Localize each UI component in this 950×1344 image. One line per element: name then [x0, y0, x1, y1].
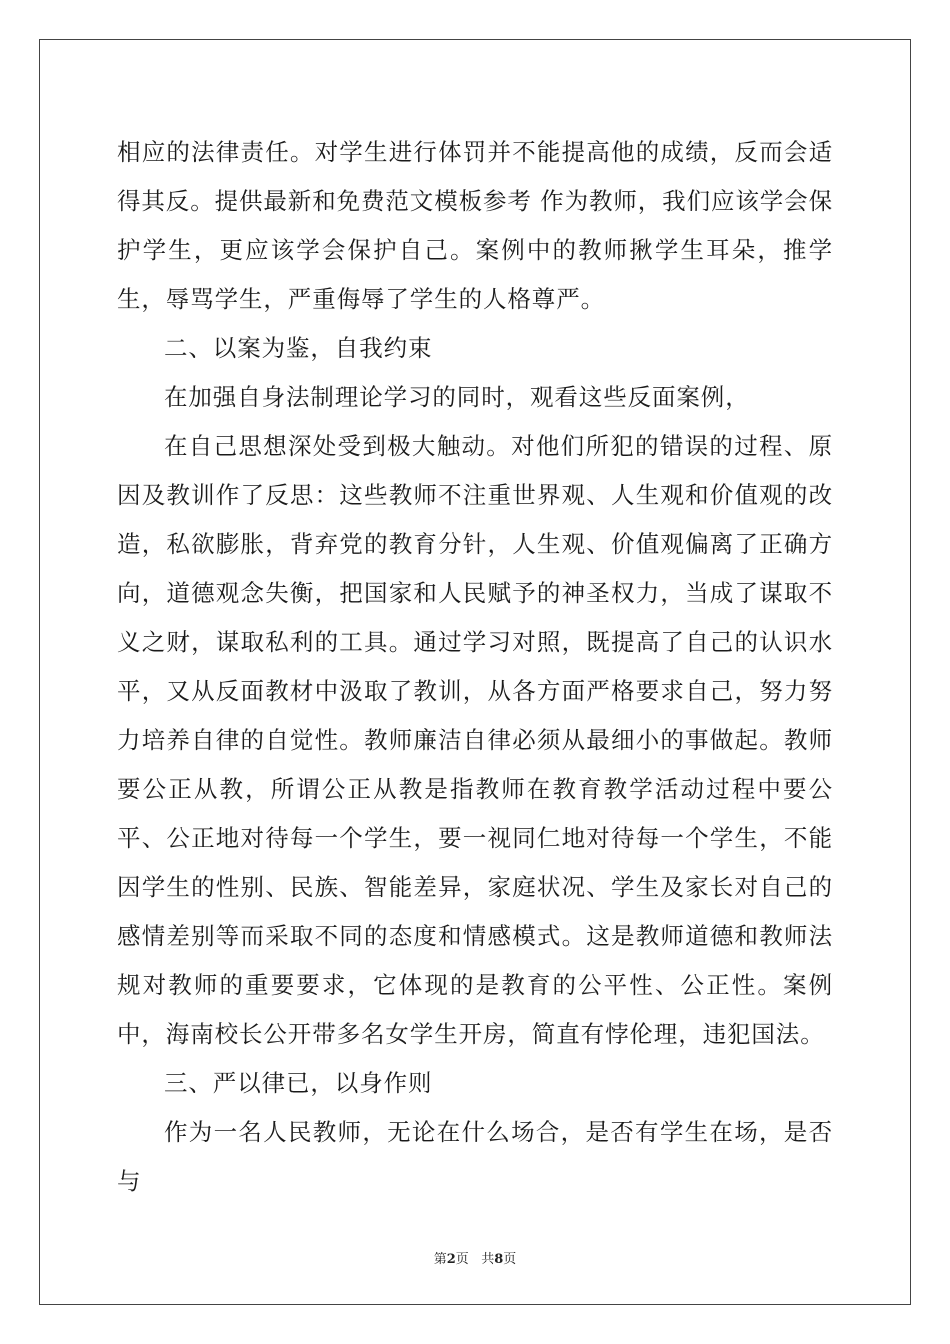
- section-heading-3: 三、严以律已，以身作则: [164, 1069, 433, 1097]
- paragraph-4: 在自己思想深处受到极大触动。对他们所犯的错误的过程、原因及教训作了反思：这些教师不注重世界观、人生观和价值观的改造，私欲膨胀，背弃党的教育分针，人生观、价值观偏离了正确方向，道德观念失衡，把国家和人民赋予的神圣权力，当成了谋取不义之财，谋取私利的工具。通过学习对照，既提高了自己的认识水平，又从反面教材中汲取了教训，从各方面严格要求自己，努力努力培养自律的自觉性。教师廉洁自律必须从最细小的事做起。教师要公正从教，所谓公正从教是指教师在教育教学活动过程中要公平、公正地对待每一个学生，要一视同仁地对待每一个学生，不能因学生的性别、民族、智能差异，家庭状况、学生及家长对自己的感情差别等而采取不同的态度和情感模式。这是教师道德和教师法规对教师的重要要求，它体现的是教育的公平性、公正性。案例中，海南校长公开带多名女学生开房，简直有悖伦理，违犯国法。: [117, 432, 833, 1048]
- total-suffix: 页: [503, 1252, 517, 1267]
- page-number: 2: [446, 1252, 456, 1267]
- total-pages: 8: [494, 1252, 504, 1267]
- page-suffix: 页: [455, 1252, 469, 1267]
- section-heading-2: 二、以案为鉴，自我约束: [164, 334, 433, 362]
- paragraph-3: 在加强自身法制理论学习的同时，观看这些反面案例，: [164, 383, 750, 411]
- page-prefix: 第: [433, 1252, 447, 1267]
- paragraph-6: 作为一名人民教师，无论在什么场合，是否有学生在场，是否与: [117, 1118, 833, 1195]
- paragraph-1: 相应的法律责任。对学生进行体罚并不能提高他的成绩，反而会适得其反。提供最新和免费范文模板参考 作为教师，我们应该学会保护学生，更应该学会保护自己。案例中的教师揪学生耳朵，推学生，辱骂学生，严重侮辱了学生的人格尊严。: [117, 138, 833, 313]
- document-body: [117, 128, 833, 1206]
- total-prefix: 共: [481, 1252, 495, 1267]
- page-footer: [0, 1248, 950, 1267]
